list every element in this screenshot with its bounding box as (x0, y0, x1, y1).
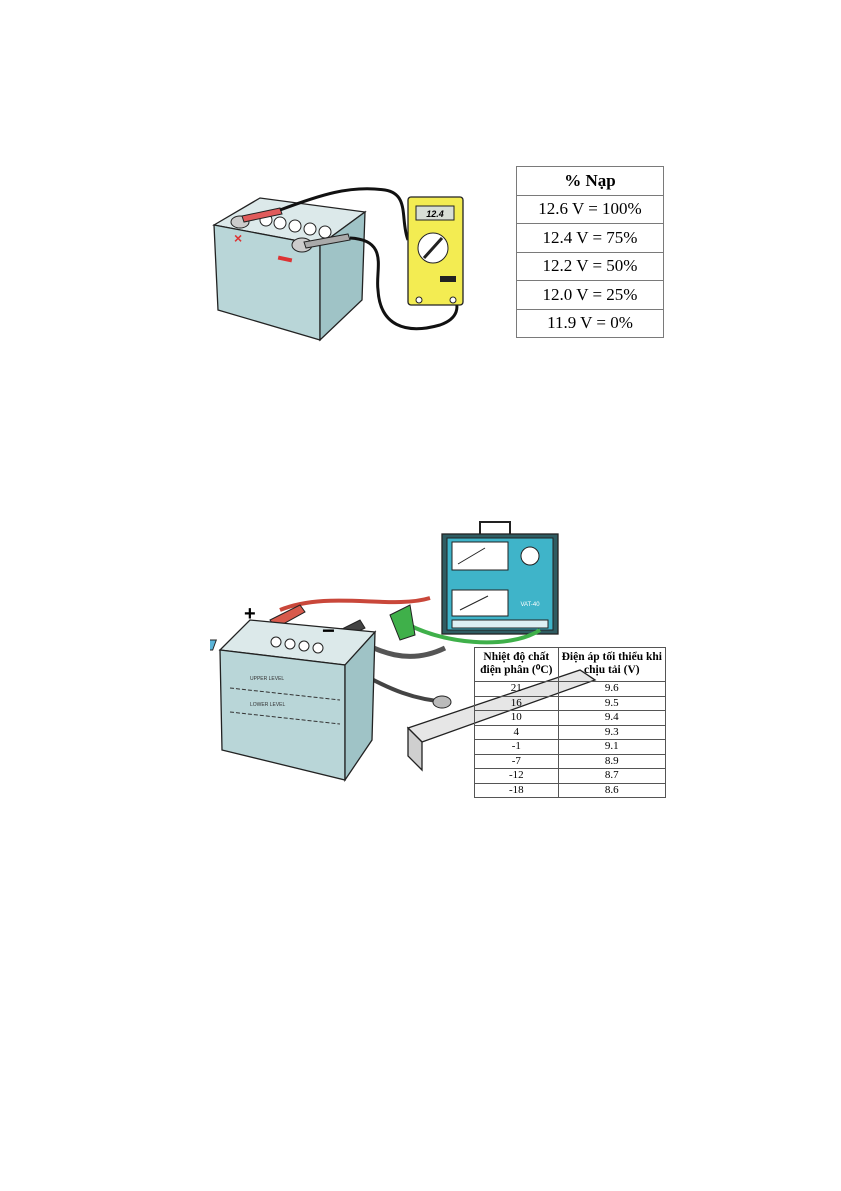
load-row-volt: 8.6 (558, 783, 665, 798)
load-row-volt: 8.9 (558, 754, 665, 769)
charge-table-header: % Nạp (517, 167, 664, 196)
load-row-volt: 9.1 (558, 740, 665, 755)
load-row-volt: 9.3 (558, 725, 665, 740)
battery-illustration-1 (214, 198, 365, 340)
multimeter-display: 12.4 (426, 209, 444, 219)
charge-row: 11.9 V = 0% (517, 309, 664, 338)
positive-sign: + (244, 603, 256, 625)
load-row-volt: 9.4 (558, 711, 665, 726)
svg-text:×: × (234, 230, 243, 246)
load-row-temp: -12 (475, 769, 559, 784)
upper-level-label: UPPER LEVEL (250, 676, 285, 682)
load-table-header-temp: Nhiệt độ chất điện phân (⁰C) (475, 648, 559, 682)
load-test-table (474, 647, 666, 798)
charge-row: 12.0 V = 25% (517, 281, 664, 310)
charge-row: 12.6 V = 100% (517, 195, 664, 224)
load-row-temp: 16 (475, 696, 559, 711)
charge-percentage-table (516, 166, 664, 338)
load-tester-illustration (442, 522, 558, 634)
load-row-temp: 10 (475, 711, 559, 726)
charge-row: 12.2 V = 50% (517, 252, 664, 281)
negative-sign: − (322, 618, 335, 643)
load-row-temp: -18 (475, 783, 559, 798)
multimeter-illustration (408, 197, 463, 305)
load-table-header-volt: Điện áp tối thiểu khi chịu tải (V) (558, 648, 665, 682)
charge-row: 12.4 V = 75% (517, 224, 664, 253)
load-row-volt: 8.7 (558, 769, 665, 784)
load-row-volt: 9.6 (558, 682, 665, 697)
load-row-temp: 4 (475, 725, 559, 740)
battery-illustration-2 (210, 620, 375, 780)
load-row-temp: -1 (475, 740, 559, 755)
lower-level-label: LOWER LEVEL (250, 702, 286, 708)
multimeter-test-illustration (200, 150, 500, 350)
load-row-volt: 9.5 (558, 696, 665, 711)
load-row-temp: -7 (475, 754, 559, 769)
load-row-temp: 21 (475, 682, 559, 697)
tester-model-label: VAT-40 (520, 602, 540, 608)
